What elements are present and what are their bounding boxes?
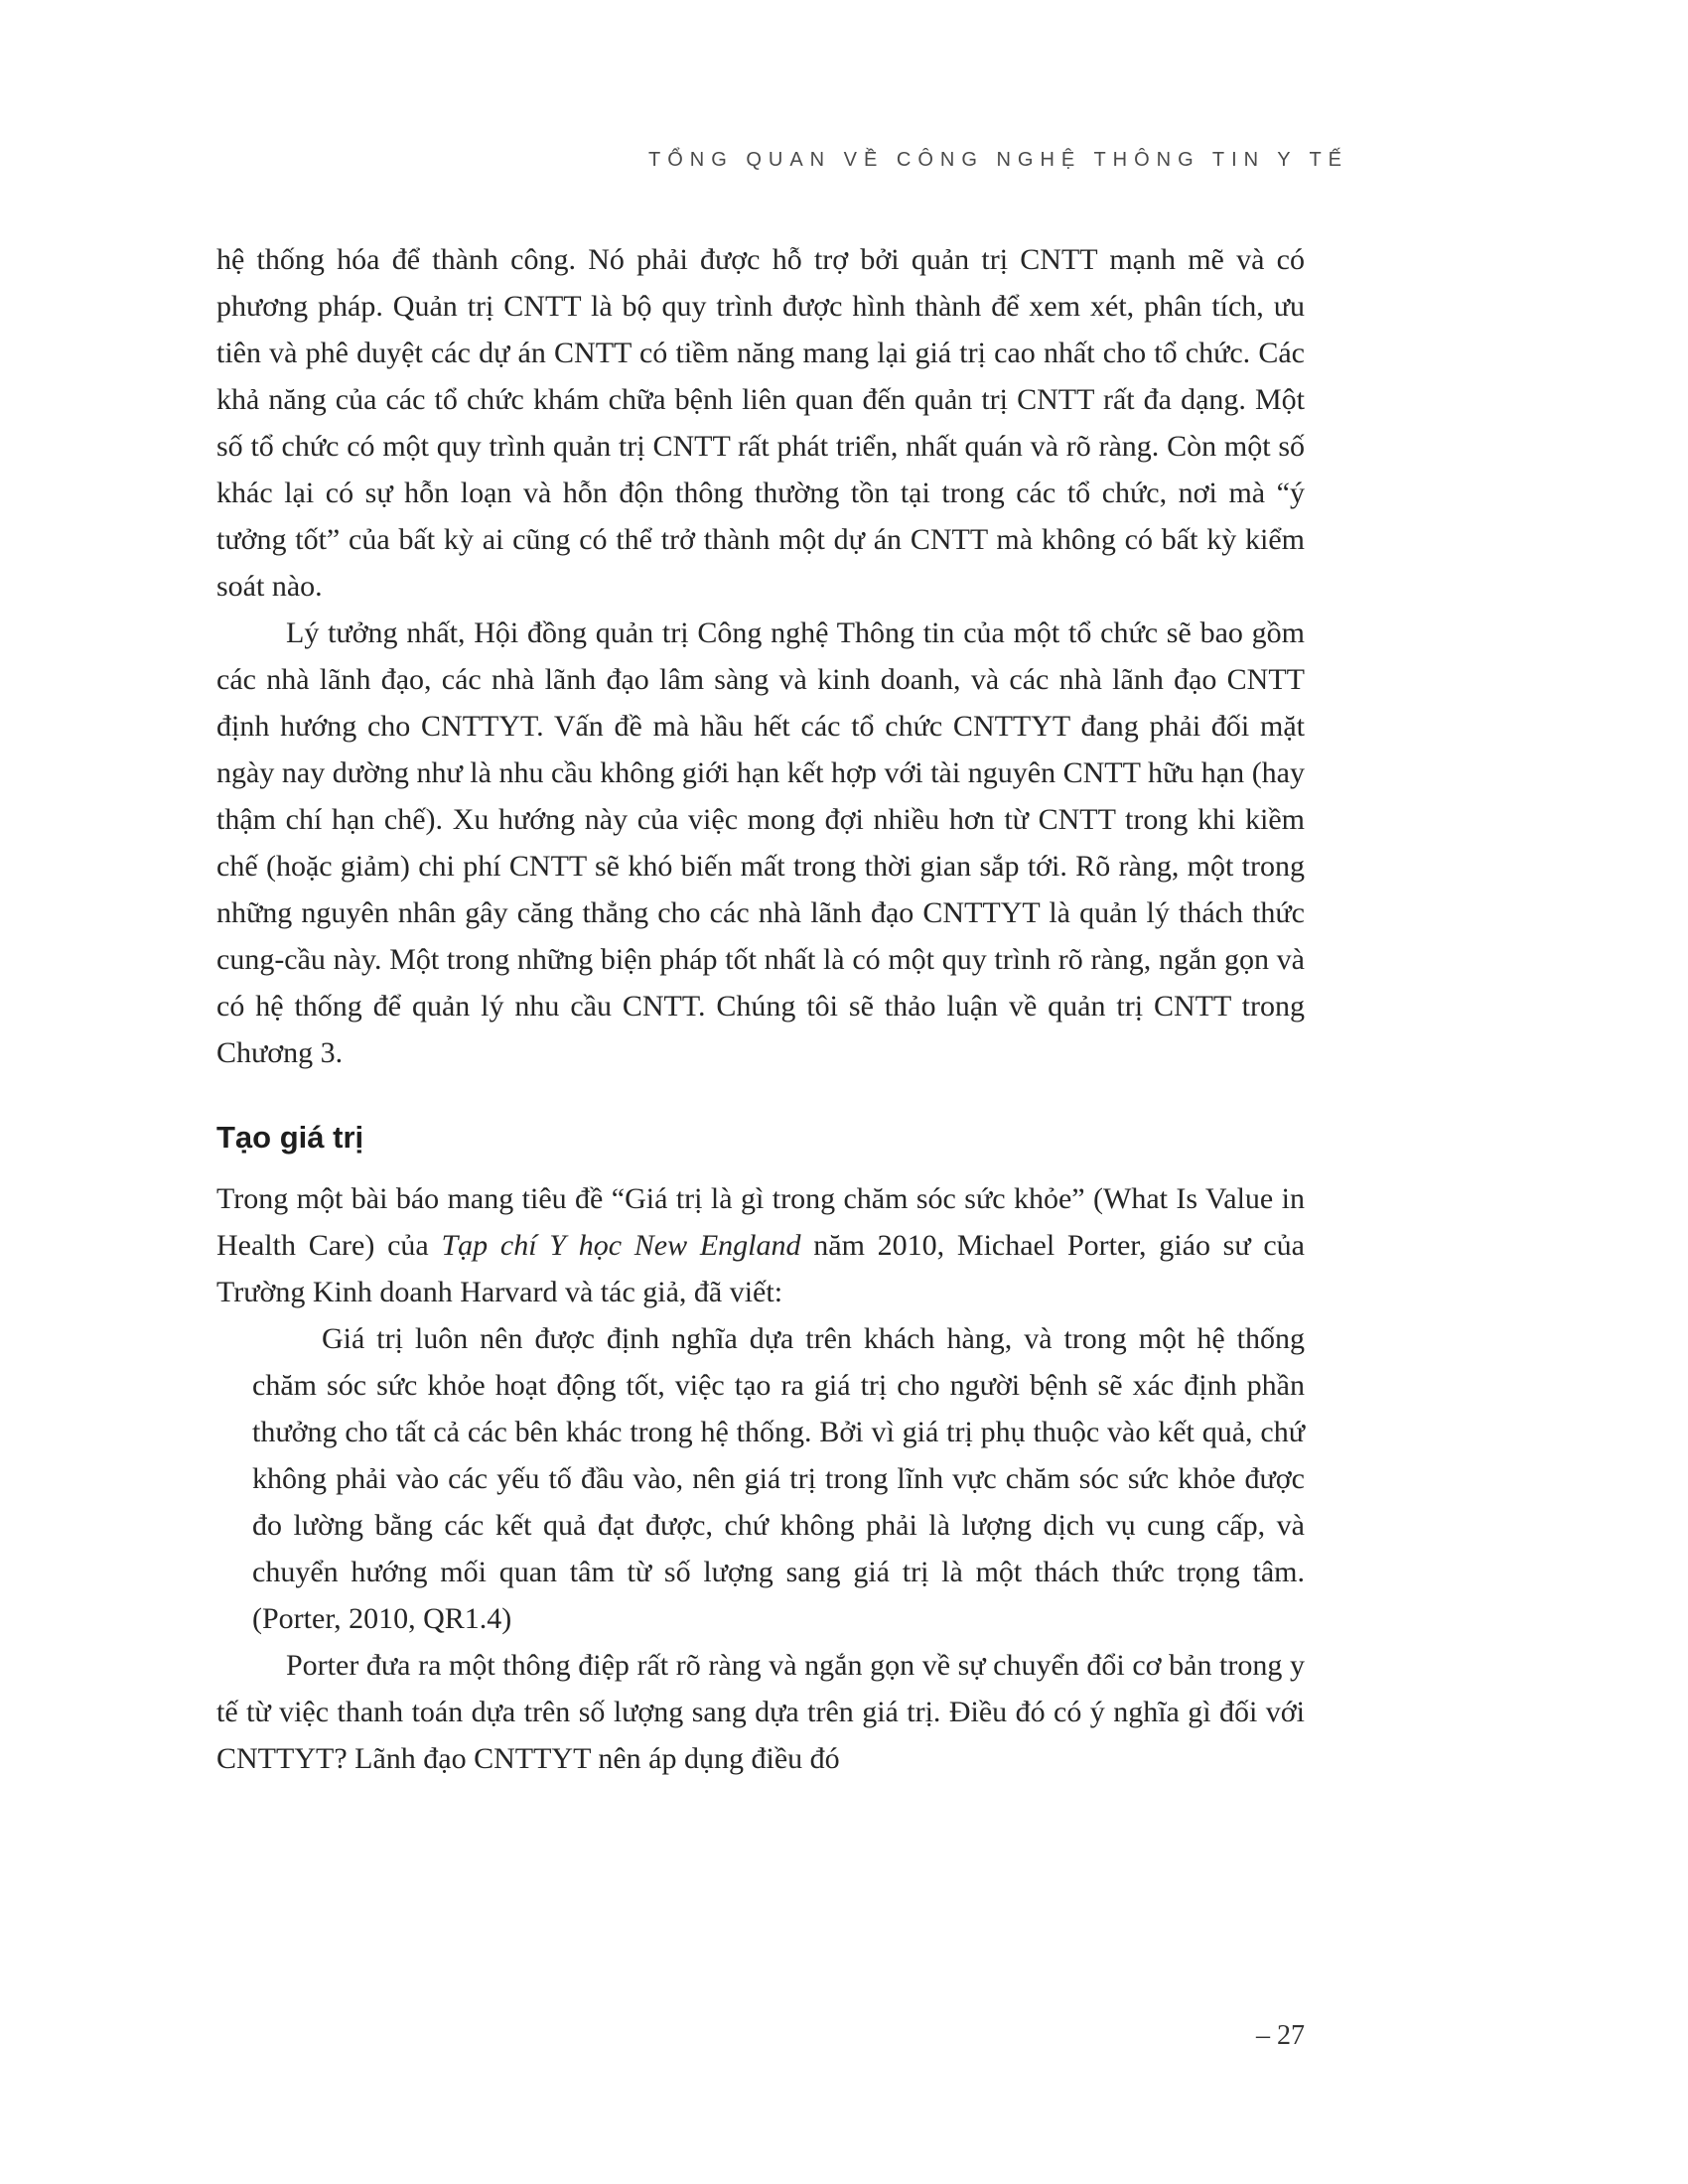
page-content: [216, 236, 1305, 1782]
block-quote-porter: Giá trị luôn nên được định nghĩa dựa trên khách hàng, và trong một hệ thống chăm sóc sức khỏe hoạt động tốt, việc tạo ra giá trị cho người bệnh sẽ xác định phần thưởng cho tất cả các bên khác trong hệ thống. Bởi vì giá trị phụ thuộc vào kết quả, chứ không phải vào các yếu tố đầu vào, nên giá trị trong lĩnh vực chăm sóc sức khỏe được đo lường bằng các kết quả đạt được, chứ không phải là lượng dịch vụ cung cấp, và chuyển hướng mối quan tâm từ số lượng sang giá trị là một thách thức trọng tâm. (Porter, 2010, QR1.4): [252, 1322, 1305, 1635]
paragraph-porter-intro-text: Trong một bài báo mang tiêu đề “Giá trị là gì trong chăm sóc sức khỏe” (What Is Value in Health Care) của: [216, 1182, 1305, 1262]
journal-title-italic: Tạp chí Y học New England: [441, 1229, 801, 1262]
paragraph-governance-continued: hệ thống hóa để thành công. Nó phải được hỗ trợ bởi quản trị CNTT mạnh mẽ và có phương pháp. Quản trị CNTT là bộ quy trình được hình thành để xem xét, phân tích, ưu tiên và phê duyệt các dự án CNTT có tiềm năng mang lại giá trị cao nhất cho tổ chức. Các khả năng của các tổ chức khám chữa bệnh liên quan đến quản trị CNTT rất đa dạng. Một số tổ chức có một quy trình quản trị CNTT rất phát triển, nhất quán và rõ ràng. Còn một số khác lại có sự hỗn loạn và hỗn độn thông thường tồn tại trong các tổ chức, nơi mà “ý tưởng tốt” của bất kỳ ai cũng có thể trở thành một dự án CNTT mà không có bất kỳ kiểm soát nào.: [216, 243, 1305, 603]
running-header: TỔNG QUAN VỀ CÔNG NGHỆ THÔNG TIN Y TẾ: [648, 149, 1348, 171]
paragraph-porter-intro-text-after: năm 2010, Michael Porter, giáo sư của Trường Kinh doanh Harvard và tác giả, đã viết:: [216, 1229, 1305, 1308]
paragraph-porter-message: Porter đưa ra một thông điệp rất rõ ràng và ngắn gọn về sự chuyển đổi cơ bản trong y tế từ việc thanh toán dựa trên số lượng sang dựa trên giá trị. Điều đó có ý nghĩa gì đối với CNTTYT? Lãnh đạo CNTTYT nên áp dụng điều đó: [216, 1649, 1305, 1775]
paragraph-it-governance-council: Lý tưởng nhất, Hội đồng quản trị Công nghệ Thông tin của một tổ chức sẽ bao gồm các nhà lãnh đạo, các nhà lãnh đạo lâm sàng và kinh doanh, và các nhà lãnh đạo CNTT định hướng cho CNTTYT. Vấn đề mà hầu hết các tổ chức CNTTYT đang phải đối mặt ngày nay dường như là nhu cầu không giới hạn kết hợp với tài nguyên CNTT hữu hạn (hay thậm chí hạn chế). Xu hướng này của việc mong đợi nhiều hơn từ CNTT trong khi kiềm chế (hoặc giảm) chi phí CNTT sẽ khó biến mất trong thời gian sắp tới. Rõ ràng, một trong những nguyên nhân gây căng thẳng cho các nhà lãnh đạo CNTTYT là quản lý thách thức cung-cầu này. Một trong những biện pháp tốt nhất là có một quy trình rõ ràng, ngắn gọn và có hệ thống để quản lý nhu cầu CNTT. Chúng tôi sẽ thảo luận về quản trị CNTT trong Chương 3.: [216, 616, 1305, 1069]
section-heading-create-value: Tạo giá trị: [216, 1120, 364, 1155]
paragraph-porter-intro: [216, 1175, 1305, 1315]
page-number: – 27: [1256, 2020, 1305, 2051]
